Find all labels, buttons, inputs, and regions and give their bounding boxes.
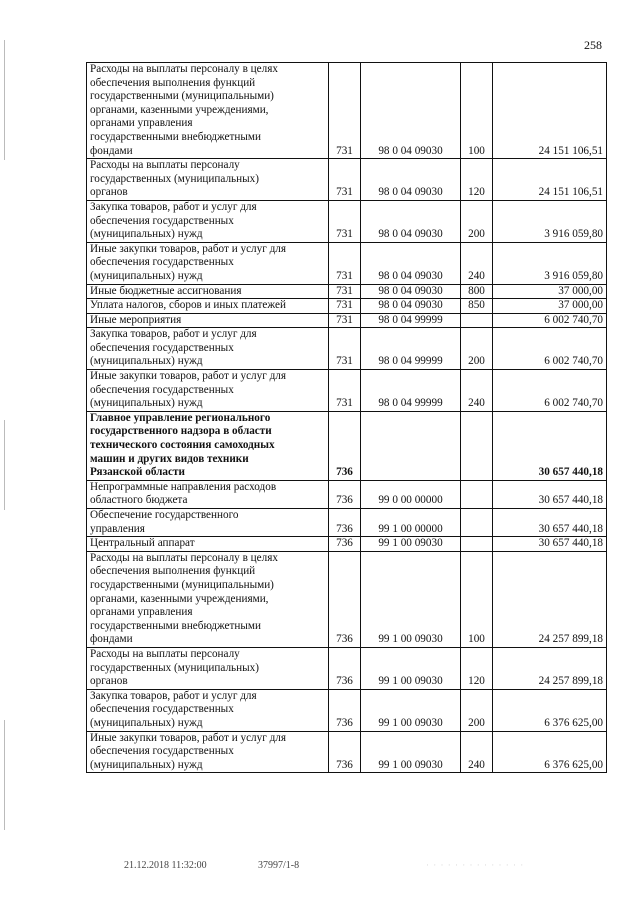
row-kind: 240 [461,370,493,412]
row-name: Обеспечение государственного управления [87,509,329,537]
row-code: 731 [329,299,361,314]
row-kind [461,537,493,552]
row-kind: 200 [461,689,493,731]
row-section: 98 0 04 09030 [361,63,461,159]
table-row [87,63,607,159]
row-code: 731 [329,242,361,284]
row-amount: 30 657 440,18 [493,509,607,537]
row-section: 99 1 00 09030 [361,551,461,647]
row-amount: 3 916 059,80 [493,242,607,284]
row-kind: 850 [461,299,493,314]
row-amount: 30 657 440,18 [493,411,607,480]
row-amount: 30 657 440,18 [493,537,607,552]
scan-edge-mark [4,420,5,510]
row-kind: 120 [461,159,493,201]
row-name: Иные закупки товаров, работ и услуг для обеспечения государственных (муниципальных) нужд [87,731,329,773]
row-name: Иные закупки товаров, работ и услуг для обеспечения государственных (муниципальных) нужд [87,242,329,284]
row-amount: 24 257 899,18 [493,551,607,647]
row-amount: 3 916 059,80 [493,200,607,242]
row-name: Закупка товаров, работ и услуг для обеспечения государственных (муниципальных) нужд [87,328,329,370]
table-row [87,537,607,552]
row-section: 98 0 04 99999 [361,328,461,370]
row-name: Иные мероприятия [87,313,329,328]
row-code: 736 [329,509,361,537]
row-section: 99 1 00 09030 [361,647,461,689]
row-code: 736 [329,731,361,773]
table-row [87,370,607,412]
row-name: Закупка товаров, работ и услуг для обеспечения государственных (муниципальных) нужд [87,689,329,731]
row-section: 98 0 04 99999 [361,370,461,412]
row-code: 731 [329,63,361,159]
footer-document-id: 37997/1-8 [258,860,300,871]
row-amount: 6 002 740,70 [493,328,607,370]
row-name: Расходы на выплаты персоналу в целях обеспечения выполнения функций государственными (муниципальными) органами, казенными учреждениями, органами управления государственными внебюджетными фондами [87,63,329,159]
row-code: 736 [329,480,361,508]
row-code: 731 [329,284,361,299]
row-code: 736 [329,411,361,480]
row-section: 98 0 04 09030 [361,200,461,242]
row-kind: 200 [461,200,493,242]
row-code: 731 [329,328,361,370]
row-amount: 6 002 740,70 [493,370,607,412]
budget-table [86,62,607,773]
table-row [87,480,607,508]
footer-date: 21.12.2018 11:32:00 [124,860,207,871]
row-section: 98 0 04 09030 [361,284,461,299]
row-amount: 6 376 625,00 [493,689,607,731]
table-row [87,242,607,284]
table-row [87,509,607,537]
row-section: 99 1 00 09030 [361,731,461,773]
table-row [87,328,607,370]
row-name: Расходы на выплаты персоналу в целях обеспечения выполнения функций государственными (муниципальными) органами, казенными учреждениями, органами управления государственными внебюджетными фондами [87,551,329,647]
row-kind: 120 [461,647,493,689]
row-name: Уплата налогов, сборов и иных платежей [87,299,329,314]
row-section: 99 1 00 09030 [361,689,461,731]
table-row [87,299,607,314]
row-amount: 37 000,00 [493,299,607,314]
table-row [87,551,607,647]
row-kind: 240 [461,731,493,773]
table-row [87,411,607,480]
row-kind: 100 [461,551,493,647]
row-amount: 37 000,00 [493,284,607,299]
row-amount: 24 151 106,51 [493,63,607,159]
row-section: 98 0 04 09030 [361,299,461,314]
row-kind: 800 [461,284,493,299]
row-name: Центральный аппарат [87,537,329,552]
row-section [361,411,461,480]
footer-faded-text: · · · · · · · · · · · · · · [426,860,525,870]
row-section: 99 1 00 09030 [361,537,461,552]
table-row [87,731,607,773]
row-code: 731 [329,370,361,412]
scan-edge-mark [4,720,5,830]
table-row [87,200,607,242]
row-name: Иные бюджетные ассигнования [87,284,329,299]
row-name: Иные закупки товаров, работ и услуг для обеспечения государственных (муниципальных) нужд [87,370,329,412]
row-kind [461,509,493,537]
row-amount: 30 657 440,18 [493,480,607,508]
row-kind [461,411,493,480]
row-name: Закупка товаров, работ и услуг для обеспечения государственных (муниципальных) нужд [87,200,329,242]
row-section: 98 0 04 09030 [361,159,461,201]
table-row [87,313,607,328]
budget-table-body [87,63,607,773]
row-code: 736 [329,551,361,647]
row-code: 736 [329,689,361,731]
row-kind: 200 [461,328,493,370]
scan-edge-mark [4,40,5,160]
row-kind [461,313,493,328]
row-kind: 100 [461,63,493,159]
row-kind: 240 [461,242,493,284]
row-code: 736 [329,647,361,689]
row-amount: 24 257 899,18 [493,647,607,689]
row-section: 98 0 04 99999 [361,313,461,328]
table-row [87,647,607,689]
row-code: 736 [329,537,361,552]
row-name: Расходы на выплаты персоналу государственных (муниципальных) органов [87,647,329,689]
table-row [87,159,607,201]
row-amount: 24 151 106,51 [493,159,607,201]
row-section: 98 0 04 09030 [361,242,461,284]
table-row [87,689,607,731]
row-section: 99 1 00 00000 [361,509,461,537]
row-section: 99 0 00 00000 [361,480,461,508]
table-row [87,284,607,299]
row-kind [461,480,493,508]
row-code: 731 [329,200,361,242]
row-code: 731 [329,159,361,201]
row-name: Расходы на выплаты персоналу государственных (муниципальных) органов [87,159,329,201]
row-name: Непрограммные направления расходов областного бюджета [87,480,329,508]
page-number: 258 [584,38,602,52]
row-amount: 6 002 740,70 [493,313,607,328]
row-name: Главное управление регионального государственного надзора в области технического состояния самоходных машин и других видов техники Рязанской области [87,411,329,480]
row-amount: 6 376 625,00 [493,731,607,773]
row-code: 731 [329,313,361,328]
